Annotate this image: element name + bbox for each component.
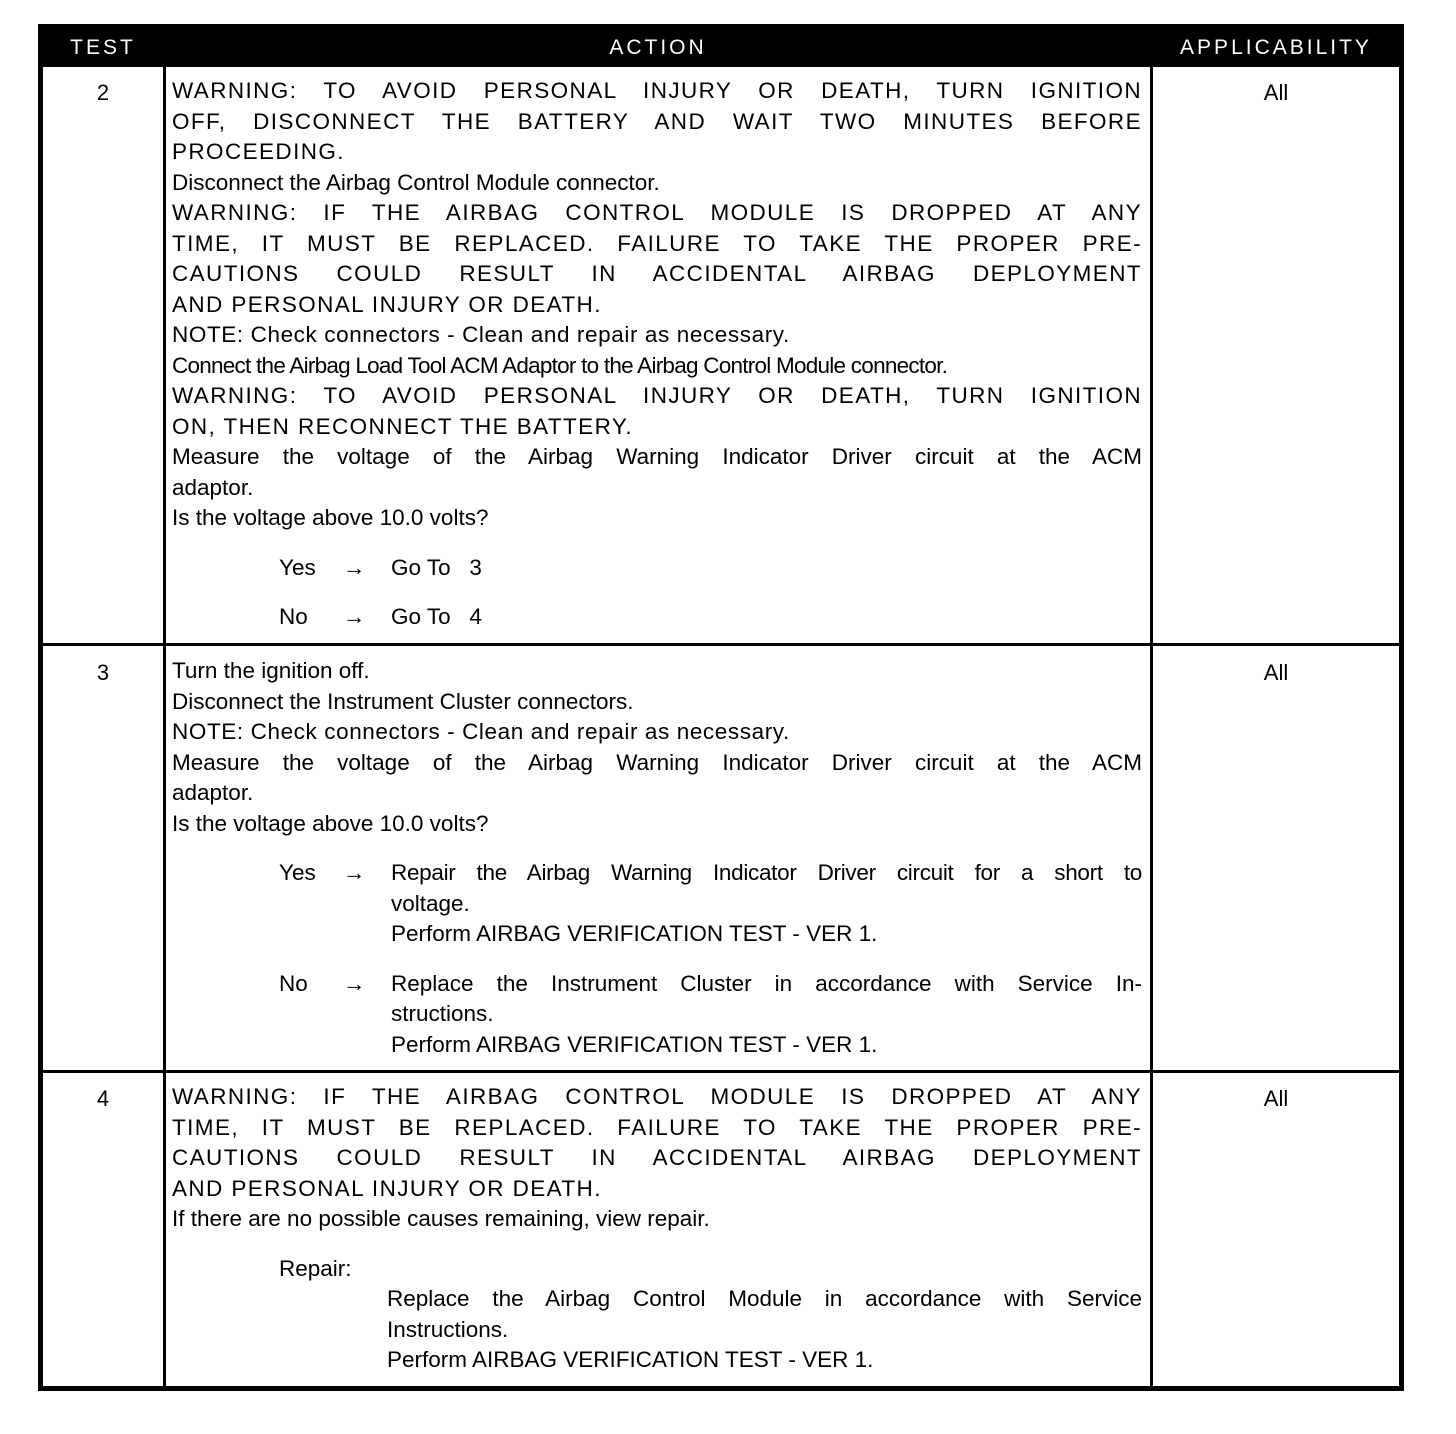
- warning-line: ON, THEN RECONNECT THE BATTERY.: [172, 413, 633, 439]
- yes-label: Yes: [279, 860, 316, 885]
- test-number: 2: [96, 80, 110, 105]
- branch-line: Replace the Instrument Cluster in accordance with Service In-: [391, 970, 1142, 996]
- instruction-line: Disconnect the Instrument Cluster connectors.: [172, 688, 634, 714]
- branch-line: Go To 4: [391, 604, 482, 629]
- instruction-line: Turn the ignition off.: [172, 658, 370, 683]
- instruction-line: adaptor.: [172, 780, 254, 805]
- no-branch: [279, 969, 1142, 1061]
- repair-line: Instructions.: [387, 1316, 509, 1342]
- instruction-line: If there are no possible causes remaining, view repair.: [172, 1206, 710, 1231]
- warning-line: CAUTIONS COULD RESULT IN ACCIDENTAL AIRBAG DEPLOYMENT: [172, 1145, 1142, 1170]
- table-header: [43, 29, 1399, 67]
- applicability-value: All: [1263, 80, 1289, 105]
- branch-line: Perform AIRBAG VERIFICATION TEST - VER 1.: [391, 1031, 878, 1057]
- warning-line: CAUTIONS COULD RESULT IN ACCIDENTAL AIRBAG DEPLOYMENT: [172, 261, 1142, 286]
- yes-branch: [279, 858, 1142, 950]
- row-divider: [43, 1070, 1399, 1073]
- no-branch: [279, 602, 1142, 633]
- test-number: 4: [96, 1086, 110, 1111]
- column-divider: [1150, 67, 1153, 1386]
- action-text: [172, 1082, 1142, 1376]
- header-test: TEST: [70, 36, 136, 59]
- warning-line: WARNING: TO AVOID PERSONAL INJURY OR DEATH, TURN IGNITION: [172, 383, 1142, 408]
- repair-line: Perform AIRBAG VERIFICATION TEST - VER 1.: [387, 1347, 874, 1372]
- instruction-line: adaptor.: [172, 474, 254, 500]
- warning-line: TIME, IT MUST BE REPLACED. FAILURE TO TAKE THE PROPER PRE-: [172, 1114, 1142, 1140]
- diagnostic-test-table: [38, 24, 1404, 1391]
- branch-line: Repair the Airbag Warning Indicator Driver circuit for a short to: [391, 860, 1142, 885]
- warning-line: PROCEEDING.: [172, 139, 345, 164]
- row-divider: [43, 643, 1399, 646]
- applicability-value: All: [1263, 660, 1289, 685]
- question-line: Is the voltage above 10.0 volts?: [172, 810, 489, 836]
- instruction-line: Disconnect the Airbag Control Module connector.: [172, 169, 660, 195]
- warning-line: AND PERSONAL INJURY OR DEATH.: [172, 291, 602, 317]
- instruction-line: Connect the Airbag Load Tool ACM Adaptor to the Airbag Control Module connector.: [172, 352, 948, 378]
- header-applicability: APPLICABILITY: [1180, 36, 1372, 59]
- note-line: NOTE: Check connectors - Clean and repair as necessary.: [172, 719, 790, 744]
- no-label: No: [279, 970, 308, 996]
- arrow-icon: →: [343, 604, 366, 629]
- warning-line: WARNING: IF THE AIRBAG CONTROL MODULE IS DROPPED AT ANY: [172, 1084, 1142, 1109]
- column-divider: [163, 67, 166, 1386]
- warning-line: WARNING: TO AVOID PERSONAL INJURY OR DEATH, TURN IGNITION: [172, 78, 1142, 103]
- action-text: [172, 76, 1142, 633]
- branch-line: Go To 3: [391, 554, 482, 580]
- instruction-line: Measure the voltage of the Airbag Warning Indicator Driver circuit at the ACM: [172, 749, 1142, 775]
- arrow-icon: →: [343, 860, 366, 885]
- branch-line: structions.: [391, 1001, 494, 1026]
- repair-label: Repair:: [279, 1255, 352, 1281]
- arrow-icon: →: [343, 554, 366, 580]
- arrow-icon: →: [343, 970, 366, 996]
- yes-label: Yes: [279, 554, 316, 580]
- warning-line: OFF, DISCONNECT THE BATTERY AND WAIT TWO MINUTES BEFORE: [172, 108, 1142, 134]
- note-line: NOTE: Check connectors - Clean and repair as necessary.: [172, 322, 790, 347]
- no-label: No: [279, 604, 308, 629]
- warning-line: AND PERSONAL INJURY OR DEATH.: [172, 1175, 602, 1201]
- header-action: ACTION: [609, 36, 707, 59]
- test-number: 3: [96, 660, 110, 685]
- warning-line: TIME, IT MUST BE REPLACED. FAILURE TO TAKE THE PROPER PRE-: [172, 230, 1142, 256]
- branch-line: voltage.: [391, 890, 470, 916]
- branch-line: Perform AIRBAG VERIFICATION TEST - VER 1.: [391, 921, 878, 946]
- question-line: Is the voltage above 10.0 volts?: [172, 505, 489, 530]
- applicability-value: All: [1263, 1086, 1289, 1111]
- action-text: [172, 656, 1142, 1060]
- yes-branch: [279, 553, 1142, 584]
- repair-line: Replace the Airbag Control Module in accordance with Service: [387, 1286, 1142, 1311]
- repair-block: [279, 1254, 1142, 1376]
- instruction-line: Measure the voltage of the Airbag Warning Indicator Driver circuit at the ACM: [172, 444, 1142, 469]
- warning-line: WARNING: IF THE AIRBAG CONTROL MODULE IS DROPPED AT ANY: [172, 200, 1142, 225]
